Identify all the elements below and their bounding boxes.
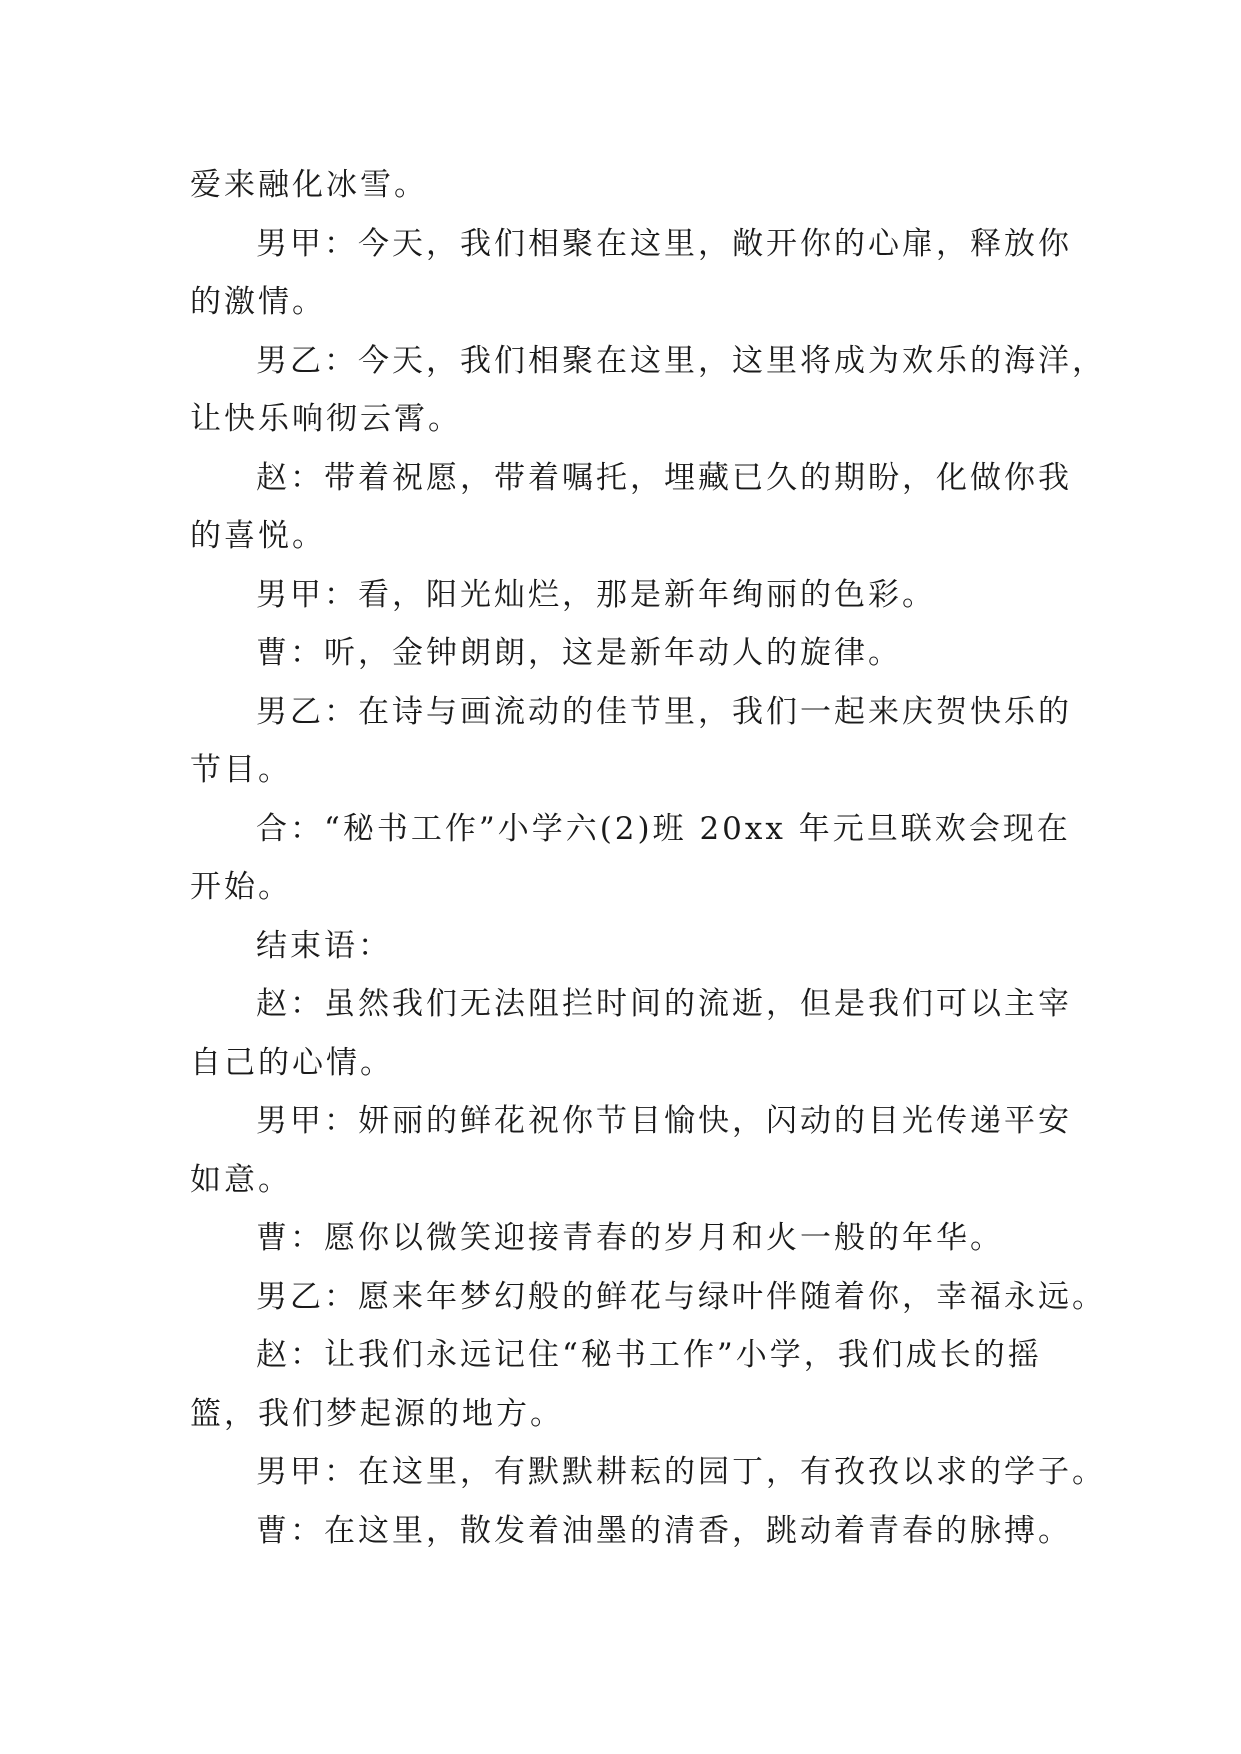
- text-line: 开始。: [190, 869, 292, 905]
- text-line: 自己的心情。: [190, 1044, 394, 1081]
- text-line: 合：“秘书工作”小学六(2)班 20xx 年元旦联欢会现在: [256, 810, 1071, 847]
- text-line: 曹：在这里，散发着油墨的清香，跳动着青春的脉搏。: [256, 1512, 1072, 1549]
- text-line: 让快乐响彻云霄。: [190, 401, 462, 437]
- text-line: 曹：愿你以微笑迎接青春的岁月和火一般的年华。: [256, 1220, 1004, 1256]
- text-line: 爱来融化冰雪。: [190, 167, 428, 203]
- text-line: 如意。: [190, 1161, 292, 1198]
- text-line: 曹：听，金钟朗朗，这是新年动人的旋律。: [256, 635, 902, 671]
- text-line: 赵：带着祝愿，带着嘱托，埋藏已久的期盼，化做你我: [256, 459, 1072, 496]
- text-line: 男甲：妍丽的鲜花祝你节目愉快，闪动的目光传递平安: [256, 1103, 1072, 1139]
- text-line: 男甲：在这里，有默默耕耘的园丁，有孜孜以求的学子。: [256, 1454, 1106, 1490]
- text-line: 男乙：愿来年梦幻般的鲜花与绿叶伴随着你，幸福永远。: [256, 1278, 1106, 1315]
- text-line: 的喜悦。: [190, 518, 326, 554]
- text-line: 男乙：在诗与画流动的佳节里，我们一起来庆贺快乐的: [256, 693, 1072, 730]
- document-body: [190, 156, 1106, 1560]
- text-line: 结束语：: [256, 927, 392, 964]
- text-line: 赵：让我们永远记住“秘书工作”小学，我们成长的摇: [256, 1337, 1042, 1373]
- text-line: 的激情。: [190, 284, 326, 320]
- text-line: 赵：虽然我们无法阻拦时间的流逝，但是我们可以主宰: [256, 986, 1072, 1022]
- text-line: 男甲：看，阳光灿烂，那是新年绚丽的色彩。: [256, 576, 936, 613]
- text-line: 男甲：今天，我们相聚在这里，敞开你的心扉，释放你: [256, 225, 1072, 262]
- text-line: 篮，我们梦起源的地方。: [190, 1395, 564, 1432]
- text-line: 节目。: [190, 752, 292, 788]
- text-line: 男乙：今天，我们相聚在这里，这里将成为欢乐的海洋，: [256, 342, 1106, 379]
